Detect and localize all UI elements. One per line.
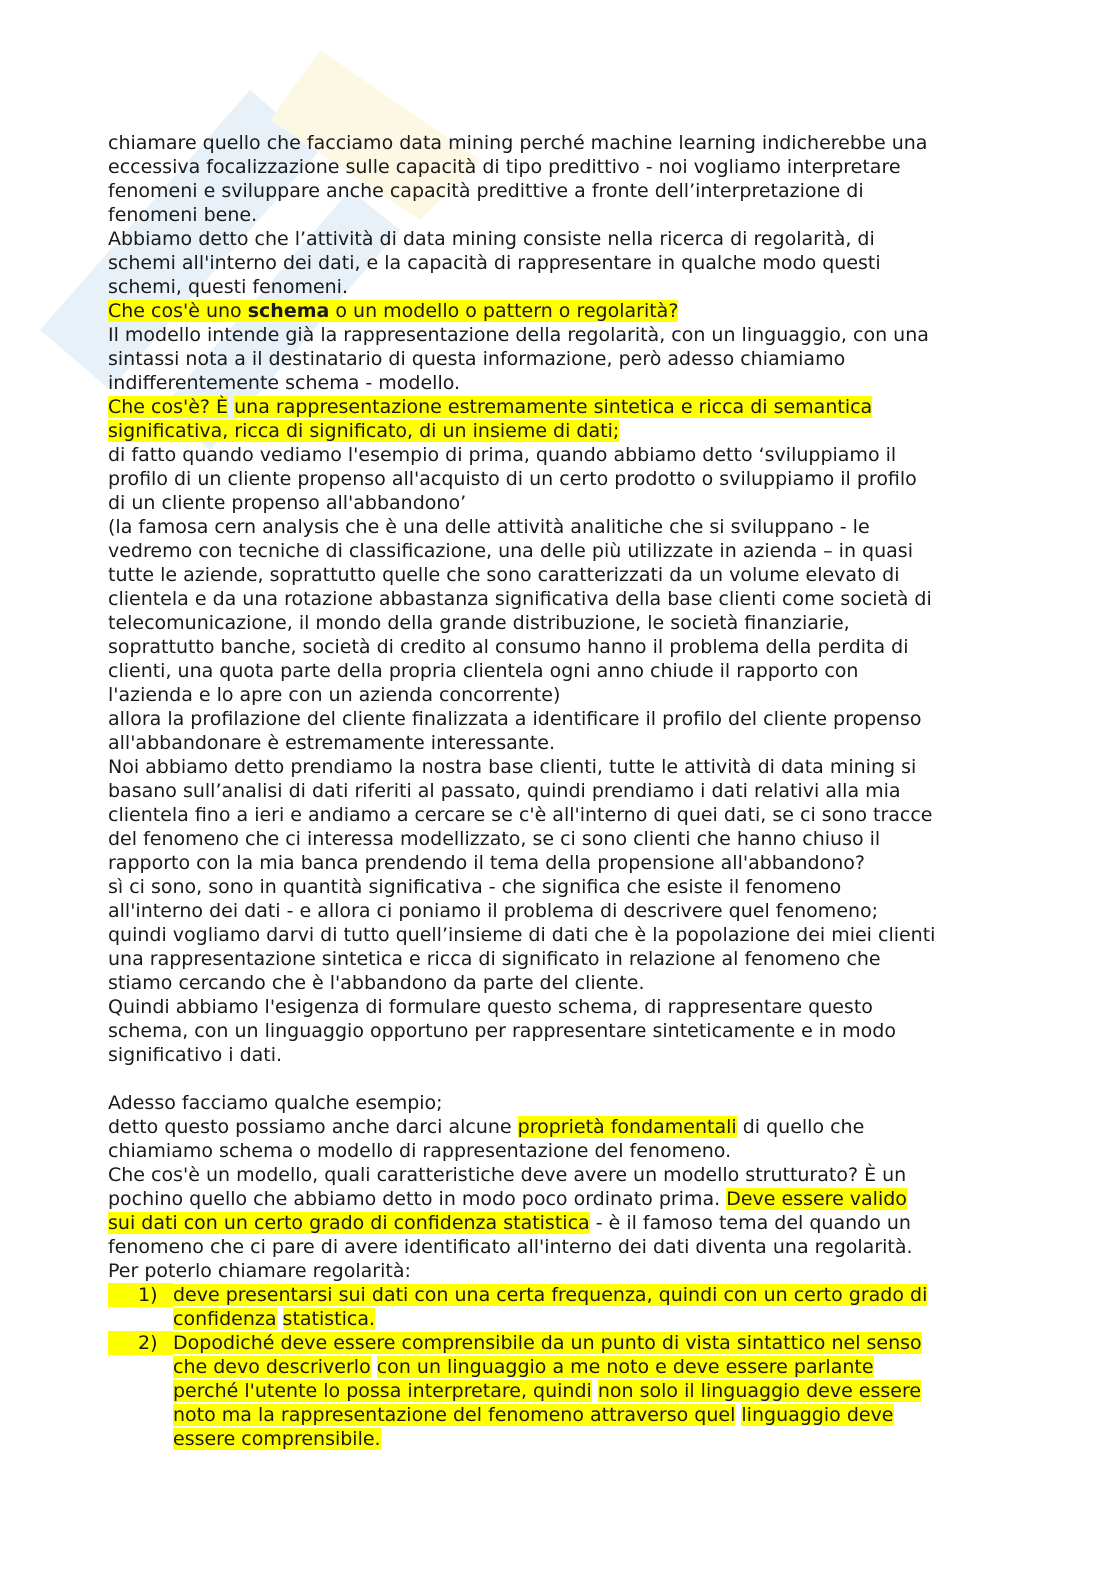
highlight: con un linguaggio a me noto e deve essere parlante xyxy=(376,1356,874,1378)
definition-line xyxy=(108,419,1008,443)
list-number: 2) xyxy=(108,1331,173,1355)
paragraph-line: pochino quello che abbiamo detto in modo poco ordinato prima. Deve essere valido xyxy=(108,1188,907,1210)
paragraph-line: di un cliente propenso all'abbandono’ xyxy=(108,492,467,514)
highlight: una rappresentazione estremamente sintetica e ricca di semantica xyxy=(234,396,873,418)
document-body xyxy=(108,131,1008,1451)
paragraph-line: Che cos'è un modello, quali caratteristiche deve avere un modello strutturato? È un xyxy=(108,1164,907,1186)
paragraph-line: clienti, una quota parte della propria clientela ogni anno chiude il rapporto con xyxy=(108,660,859,682)
paragraph-line: chiamiamo schema o modello di rappresentazione del fenomeno. xyxy=(108,1140,732,1162)
blank-line xyxy=(108,1067,1008,1091)
paragraph-line: (la famosa cern analysis che è una delle attività analitiche che si sviluppano - le xyxy=(108,516,870,538)
definition-line xyxy=(108,395,1008,419)
paragraph-line: significativo i dati. xyxy=(108,1044,283,1066)
list-item xyxy=(108,1331,1008,1355)
paragraph-line: fenomeni bene. xyxy=(108,204,258,226)
highlight: sui dati con un certo grado di confidenza statistica xyxy=(108,1212,590,1234)
paragraph-line: schema, con un linguaggio opportuno per rappresentare sinteticamente e in modo xyxy=(108,1020,896,1042)
list-item xyxy=(108,1283,1008,1307)
paragraph-line: sintassi nota a il destinatario di questa informazione, però adesso chiamiamo xyxy=(108,348,846,370)
paragraph-line: rapporto con la mia banca prendendo il tema della propensione all'abbandono? xyxy=(108,852,865,874)
paragraph-line: sì ci sono, sono in quantità significativa - che significa che esiste il fenomeno xyxy=(108,876,842,898)
paragraph-line: Adesso facciamo qualche esempio; xyxy=(108,1092,443,1114)
paragraph-line: del fenomeno che ci interessa modellizzato, se ci sono clienti che hanno chiuso il xyxy=(108,828,881,850)
list-item-continuation xyxy=(108,1427,1008,1451)
highlight: statistica. xyxy=(282,1308,376,1330)
highlight: proprietà fondamentali xyxy=(517,1116,737,1138)
highlight: essere comprensibile. xyxy=(173,1428,381,1450)
highlight: perché l'utente lo possa interpretare, quindi xyxy=(173,1380,592,1402)
list-item-continuation xyxy=(108,1379,1008,1403)
highlight: confidenza xyxy=(173,1308,277,1330)
paragraph-line: basano sull’analisi di dati riferiti al passato, quindi prendiamo i dati relativi alla mia xyxy=(108,780,901,802)
paragraph-line: clientela fino a ieri e andiamo a cercare se c'è all'interno di quei dati, se ci sono tracce xyxy=(108,804,933,826)
paragraph-line: Noi abbiamo detto prendiamo la nostra base clienti, tutte le attività di data mining si xyxy=(108,756,917,778)
paragraph-line: di fatto quando vediamo l'esempio di prima, quando abbiamo detto ‘sviluppiamo il xyxy=(108,444,897,466)
paragraph-line: chiamare quello che facciamo data mining perché machine learning indicherebbe una xyxy=(108,132,928,154)
paragraph-line: stiamo cercando che è l'abbandono da parte del cliente. xyxy=(108,972,645,994)
paragraph-line: una rappresentazione sintetica e ricca di significato in relazione al fenomeno che xyxy=(108,948,881,970)
highlight: che devo descriverlo xyxy=(173,1356,371,1378)
paragraph-line: vedremo con tecniche di classificazione, una delle più utilizzate in azienda – in quasi xyxy=(108,540,913,562)
paragraph-line: schemi all'interno dei dati, e la capacità di rappresentare in qualche modo questi xyxy=(108,252,881,274)
paragraph-line: indifferentemente schema - modello. xyxy=(108,372,461,394)
paragraph-line: soprattutto banche, società di credito al consumo hanno il problema della perdita di xyxy=(108,636,909,658)
highlight: Che cos'è uno schema o un modello o pattern o regolarità? xyxy=(108,300,679,322)
highlight: Deve essere valido xyxy=(726,1188,907,1210)
paragraph-line: all'abbandonare è estremamente interessante. xyxy=(108,732,555,754)
highlight: noto ma la rappresentazione del fenomeno attraverso quel xyxy=(173,1404,736,1426)
paragraph-line: telecomunicazione, il mondo della grande distribuzione, le società finanziarie, xyxy=(108,612,850,634)
list-item-continuation xyxy=(108,1355,1008,1379)
question-heading xyxy=(108,299,1008,323)
highlight: Dopodiché deve essere comprensibile da un punto di vista sintattico nel senso xyxy=(173,1332,922,1354)
list-item-continuation xyxy=(108,1307,1008,1331)
paragraph-line: eccessiva focalizzazione sulle capacità di tipo predittivo - noi vogliamo interpretare xyxy=(108,156,901,178)
paragraph-line: Il modello intende già la rappresentazione della regolarità, con un linguaggio, con una xyxy=(108,324,929,346)
paragraph-line: clientela e da una rotazione abbastanza significativa della base clienti come società di xyxy=(108,588,932,610)
paragraph-line: l'azienda e lo apre con un azienda concorrente) xyxy=(108,684,561,706)
paragraph-line: all'interno dei dati - e allora ci poniamo il problema di descrivere quel fenomeno; xyxy=(108,900,879,922)
paragraph-line: fenomeno che ci pare di avere identificato all'interno dei dati diventa una regolarità. xyxy=(108,1236,913,1258)
paragraph-line: profilo di un cliente propenso all'acquisto di un certo prodotto o sviluppiamo il profilo xyxy=(108,468,917,490)
paragraph-line: schemi, questi fenomeni. xyxy=(108,276,349,298)
paragraph-line: Abbiamo detto che l’attività di data mining consiste nella ricerca di regolarità, di xyxy=(108,228,875,250)
paragraph-line: fenomeni e sviluppare anche capacità predittive a fronte dell’interpretazione di xyxy=(108,180,864,202)
highlight: deve presentarsi sui dati con una certa frequenza, quindi con un certo grado di xyxy=(173,1284,928,1306)
paragraph-line: Quindi abbiamo l'esigenza di formulare questo schema, di rappresentare questo xyxy=(108,996,873,1018)
paragraph-line: tutte le aziende, soprattutto quelle che sono caratterizzati da un volume elevato di xyxy=(108,564,900,586)
highlight: linguaggio deve xyxy=(741,1404,894,1426)
paragraph-line: detto questo possiamo anche darci alcune proprietà fondamentali di quello che xyxy=(108,1116,865,1138)
bold-term: schema xyxy=(247,300,330,322)
list-item-continuation xyxy=(108,1403,1008,1427)
paragraph-line: allora la profilazione del cliente finalizzata a identificare il profilo del cliente propenso xyxy=(108,708,922,730)
highlight: Che cos'è? È xyxy=(108,396,229,418)
paragraph-line: Per poterlo chiamare regolarità: xyxy=(108,1260,411,1282)
highlight: non solo il linguaggio deve essere xyxy=(597,1380,922,1402)
highlight: significativa, ricca di significato, di un insieme di dati; xyxy=(108,420,620,442)
paragraph-line: quindi vogliamo darvi di tutto quell’insieme di dati che è la popolazione dei miei clienti xyxy=(108,924,936,946)
list-number: 1) xyxy=(108,1283,173,1307)
paragraph-line: sui dati con un certo grado di confidenza statistica - è il famoso tema del quando un xyxy=(108,1212,911,1234)
